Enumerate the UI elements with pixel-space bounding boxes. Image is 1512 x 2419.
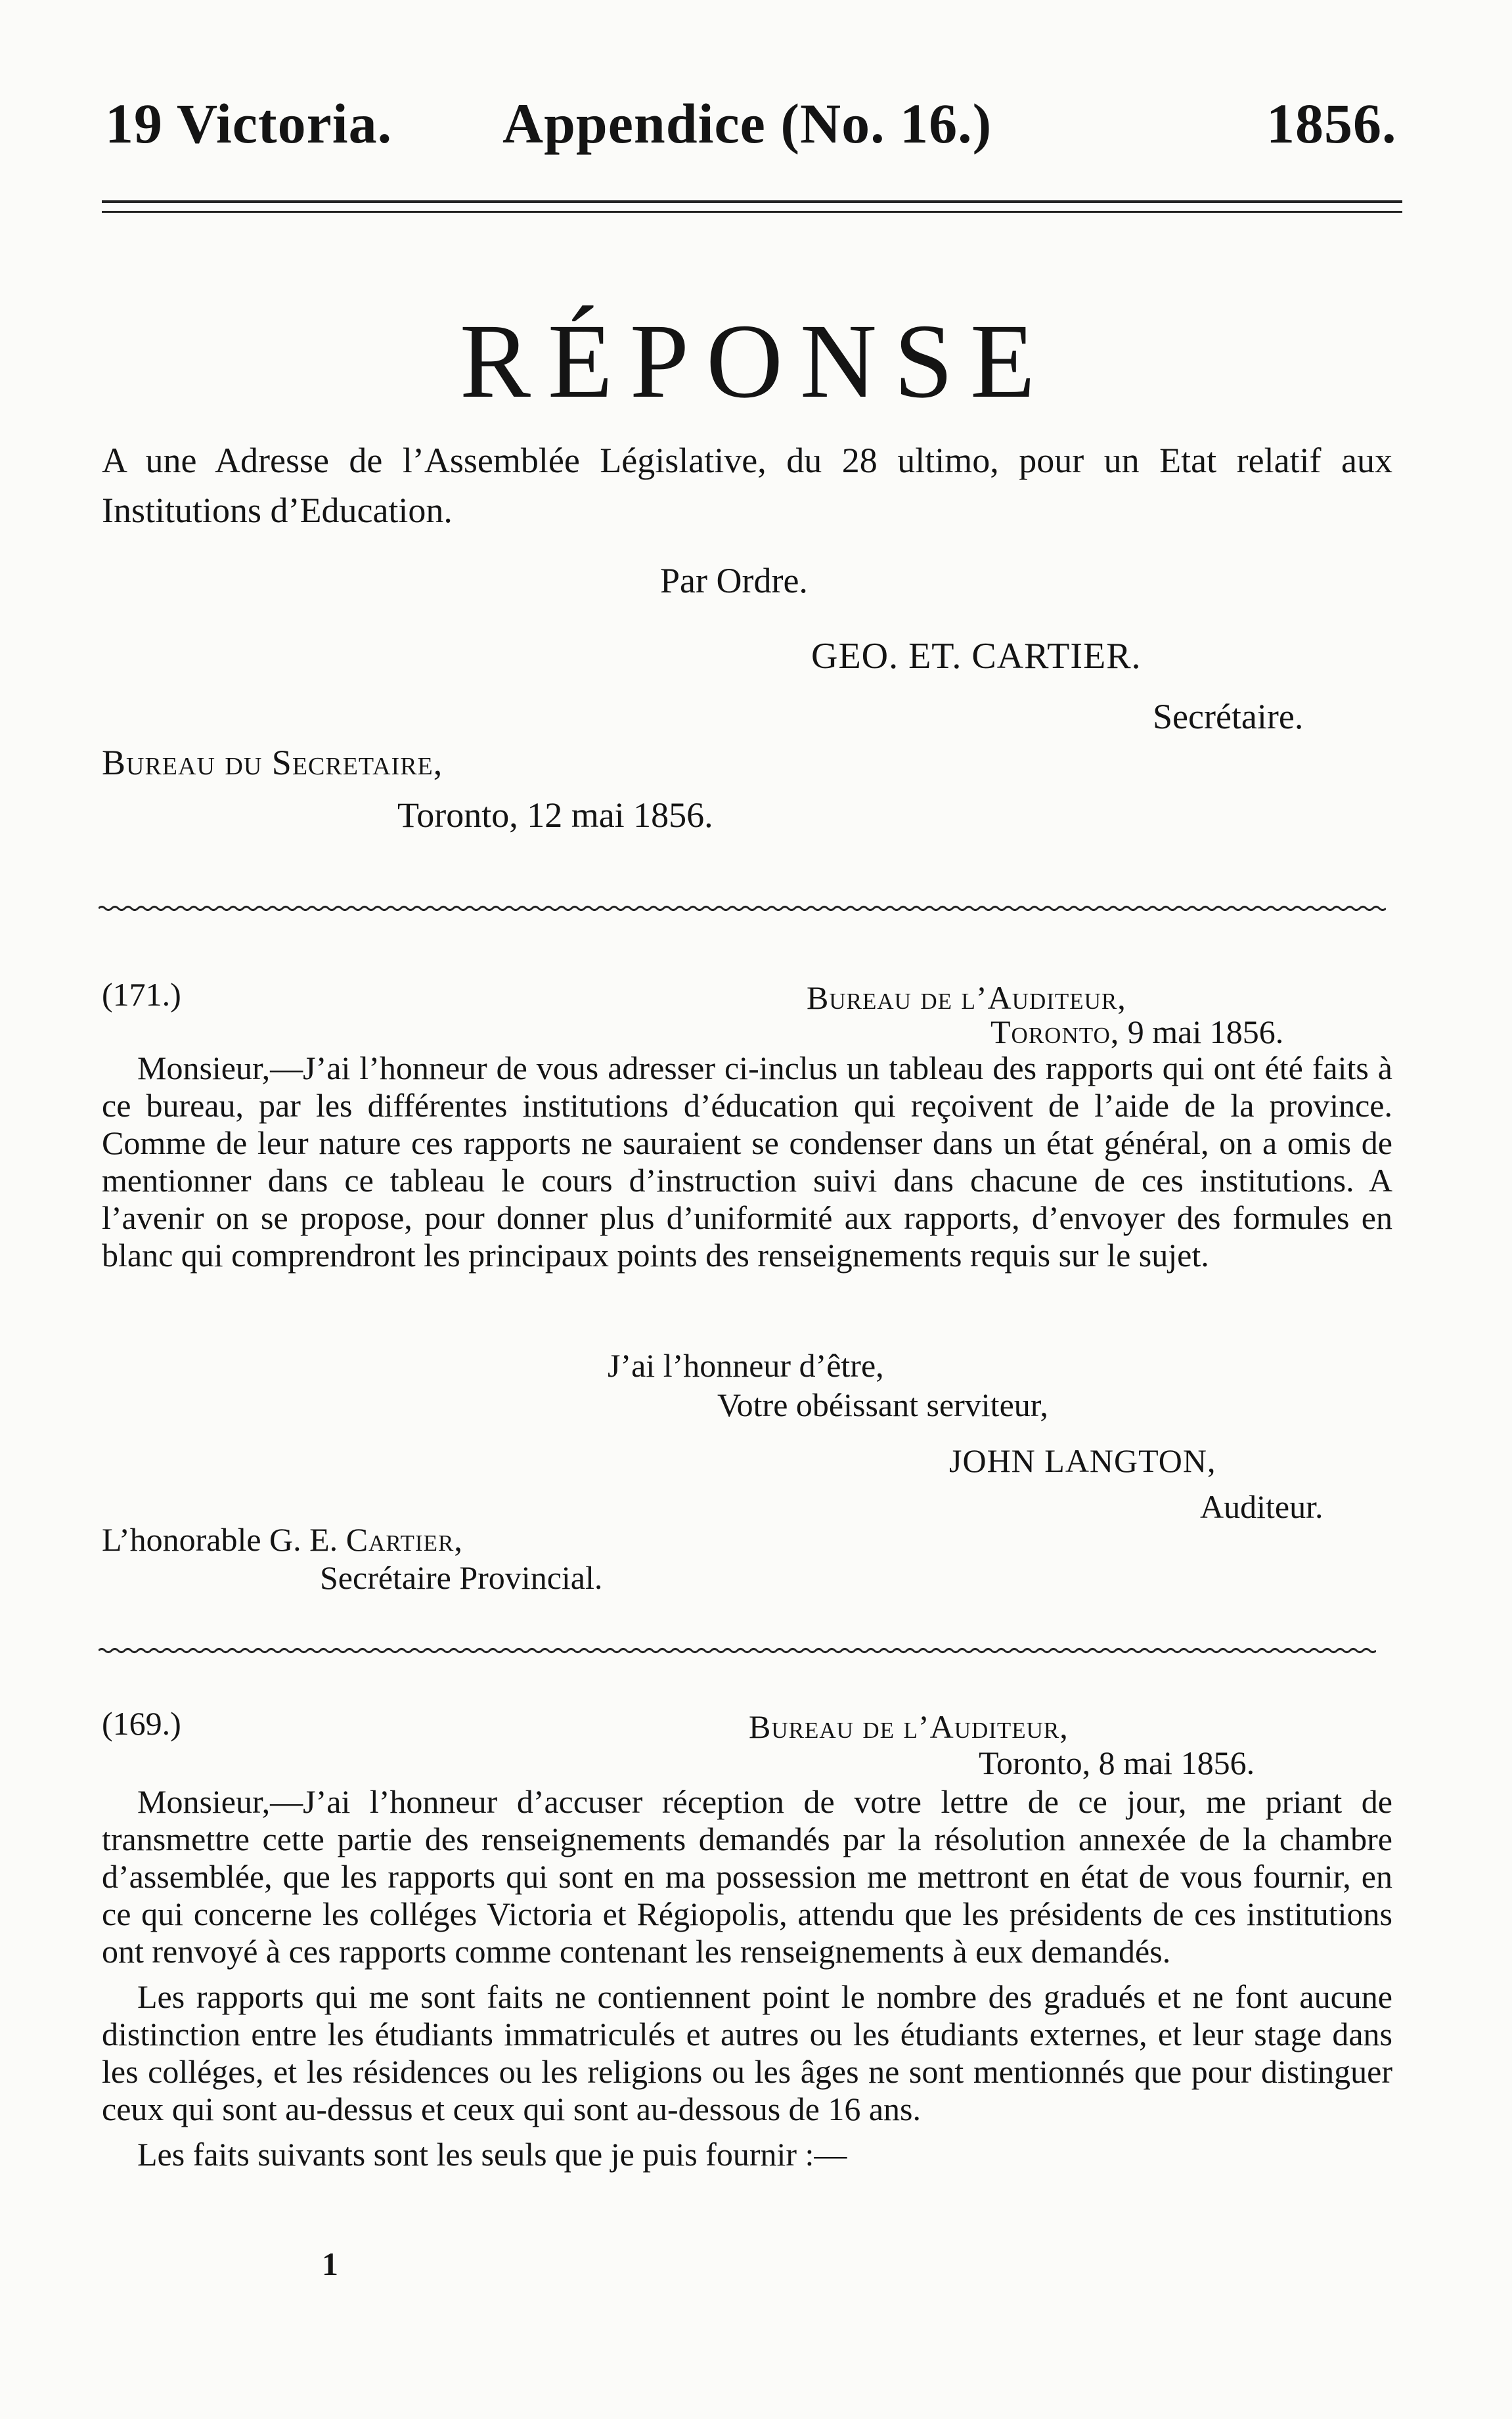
wavy-divider bbox=[99, 903, 1386, 914]
letter1-office: Bureau de l’Auditeur, bbox=[807, 979, 1126, 1016]
letter1-place-date bbox=[990, 1013, 1283, 1051]
letter1-date: 9 mai 1856. bbox=[1127, 1013, 1284, 1050]
letter2-office: Bureau de l’Auditeur, bbox=[749, 1708, 1069, 1745]
wavy-divider bbox=[99, 1645, 1376, 1656]
letter1-number: (171.) bbox=[102, 976, 181, 1013]
par-ordre: Par Ordre. bbox=[660, 561, 808, 600]
letter2-body bbox=[102, 1783, 1392, 2173]
recipient-prefix: L’honorable G. E. bbox=[102, 1521, 338, 1558]
place-date-secretaire: Toronto, 12 mai 1856. bbox=[397, 795, 713, 835]
header-appendix: Appendice (No. 16.) bbox=[502, 92, 992, 155]
signatory-title: Secrétaire. bbox=[1153, 697, 1304, 736]
signatory-auditeur: Auditeur. bbox=[1200, 1488, 1323, 1525]
address-text: A une Adresse de l’Assemblée Législative, du 28 ultimo, pour un Etat relatif aux Institutions d’Education. bbox=[102, 441, 1392, 530]
header-year: 1856. bbox=[1266, 92, 1397, 155]
document-title: RÉPONSE bbox=[459, 303, 1053, 420]
letter1-recipient bbox=[102, 1520, 463, 1559]
letter1-closing2: Votre obéissant serviteur, bbox=[717, 1387, 1048, 1423]
page-number: 1 bbox=[322, 2246, 338, 2282]
recipient-name: Cartier, bbox=[345, 1521, 463, 1558]
office-secretaire: Bureau du Secretaire, bbox=[102, 743, 443, 782]
letter1-recipient-title: Secrétaire Provincial. bbox=[320, 1559, 603, 1596]
letter2-place-date: Toronto, 8 mai 1856. bbox=[979, 1744, 1255, 1781]
signatory-langton: JOHN LANGTON, bbox=[949, 1442, 1216, 1479]
letter1-paragraph: Monsieur,—J’ai l’honneur de vous adresser ci-inclus un tableau des rapports qui ont été faits à ce bureau, par les différentes institutions d’éducation qui reçoivent de l’aide de la province. Comme de leur nature ces rapports ne sauraient se condenser dans un état général, on a omis de mentionner dans ce tableau le cours d’instruction suivi dans chacune de ces institutions. A l’avenir on se propose, pour donner plus d’uniformité aux rapports, d’envoyer des formules en blanc qui comprendront les principaux points des renseignements requis sur le sujet. bbox=[102, 1050, 1392, 1274]
letter1-place: Toronto, bbox=[990, 1013, 1120, 1050]
letter2-paragraph: Les faits suivants sont les seuls que je puis fournir :— bbox=[137, 2136, 847, 2173]
letter2-paragraph: Monsieur,—J’ai l’honneur d’accuser réception de votre lettre de ce jour, me priant de transmettre cette partie des renseignements demandés par la résolution annexée de la chambre d’assemblée, que les rapports qui sont en ma possession me mettront en état de vous fournir, en ce qui concerne les colléges Victoria et Régiopolis, attendu que les présidents de ces institutions ont renvoyé à ces rapports comme contenant les renseignements à eux demandés. bbox=[102, 1783, 1392, 1970]
letter2-number: (169.) bbox=[102, 1705, 181, 1742]
signatory-cartier: GEO. ET. CARTIER. bbox=[811, 636, 1142, 677]
header-session: 19 Victoria. bbox=[105, 92, 393, 155]
letter1-body bbox=[102, 1050, 1392, 1274]
header-rule bbox=[102, 200, 1402, 213]
letter2-paragraph: Les rapports qui me sont faits ne contiennent point le nombre des gradués et ne font aucune distinction entre les étudiants immatriculés et autres ou les étudiants externes, et leur stage dans les colléges, et les résidences ou les religions ou les âges ne sont mentionnés que pour distinguer ceux qui sont au-dessus et ceux qui sont au-dessous de 16 ans. bbox=[102, 1978, 1392, 2127]
letter1-closing1: J’ai l’honneur d’être, bbox=[608, 1347, 884, 1384]
